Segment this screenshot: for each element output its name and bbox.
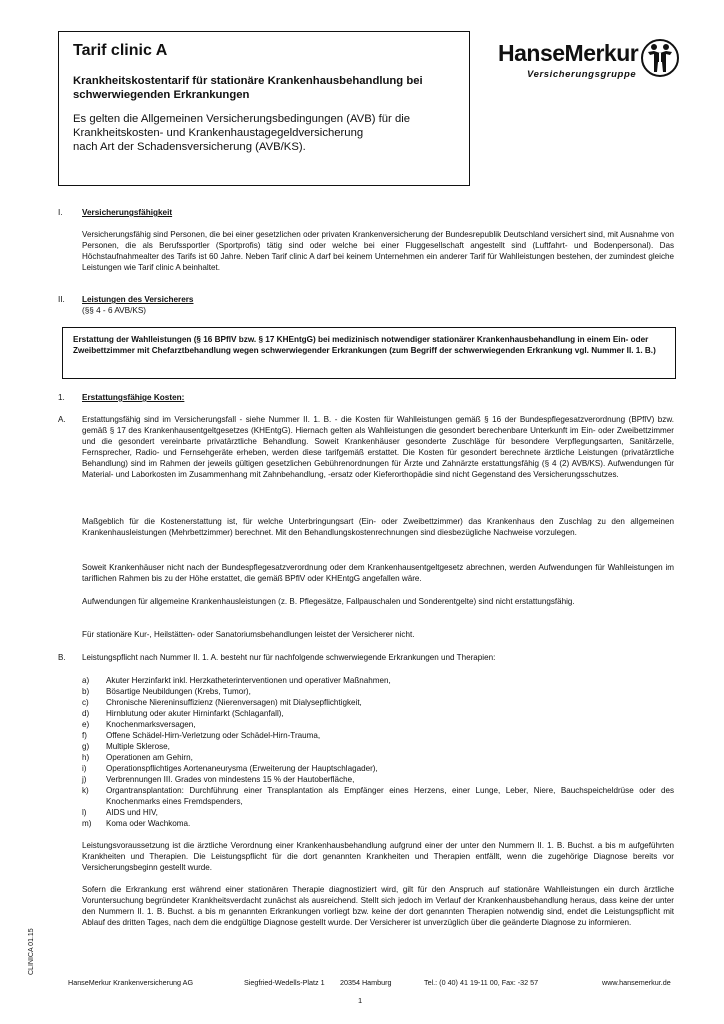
- list-letter: c): [82, 698, 89, 707]
- list-text: Knochenmarksversagen,: [106, 720, 196, 729]
- list-text: Offene Schädel-Hirn-Verletzung oder Schädel-Hirn-Trauma,: [106, 731, 321, 740]
- section-subheading: (§§ 4 - 6 AVB/KS): [82, 306, 147, 315]
- list-letter: j): [82, 775, 87, 784]
- list-text: Bösartige Neubildungen (Krebs, Tumor),: [106, 687, 251, 696]
- list-item: [82, 686, 674, 697]
- section-2: [58, 295, 678, 319]
- list-letter: m): [82, 819, 92, 828]
- hansemerkur-figures-icon: [640, 38, 680, 80]
- list-letter: e): [82, 720, 90, 729]
- item-b: [58, 652, 674, 664]
- item-letter: A.: [58, 415, 66, 424]
- list-text: Organtransplantation: Durchführung einer Transplantation als Empfänger eines Herzens, einer Lunge, Leber, Niere, Bauchspeicheldrüse oder des Knochenmarks eines Fremdspenders,: [106, 786, 674, 806]
- list-item: [82, 697, 674, 708]
- avb-line: Es gelten die Allgemeinen Versicherungsbedingungen (AVB) für die: [73, 113, 411, 125]
- item-text: Leistungspflicht nach Nummer II. 1. A. besteht nur für nachfolgende schwerwiegende Erkrankungen und Therapien:: [82, 653, 496, 662]
- paragraph: Aufwendungen für allgemeine Krankenhausleistungen (z. B. Pflegesätze, Fallpauschalen und Sonderentgelte) sind nicht erstattungsfähig.: [82, 597, 575, 606]
- item-letter: B.: [58, 653, 66, 662]
- list-text: Chronische Niereninsuffizienz (Nierenversagen) mit Dialysepflichtigkeit,: [106, 698, 362, 707]
- disease-list: [82, 675, 674, 829]
- list-text: Verbrennungen III. Grades von mindestens 15 % der Hautoberfläche,: [106, 775, 355, 784]
- page-number: 1: [358, 996, 363, 1005]
- paragraph: Sofern die Erkrankung erst während einer stationären Therapie diagnostiziert wird, gilt für den Anspruch auf stationäre Wahlleistungen ein durch ärztliche Voruntersuchung begründeter Krankheitsverdacht zunächst als ausreichend. Stellt sich jedoch im Verlauf der Krankenhausbehandlung heraus, dass keine der unter den Nummern II. 1. B. Buchst. a bis m genannten Erkrankungen vorliegt bzw. keine der dort genannten Therapien notwendig sind, endet die Leistungspflicht mit Ablauf des dritten Tages, nach dem die endgültige Diagnose gestellt wurde. Der Versicherer ist unverzüglich über die geänderte Diagnose zu informieren.: [82, 885, 674, 927]
- avb-line: Krankheitskosten- und Krankenhaustagegeldversicherung: [73, 127, 364, 139]
- section-heading: Versicherungsfähigkeit: [82, 208, 173, 217]
- footer-city: 20354 Hamburg: [340, 978, 392, 987]
- list-item: [82, 730, 674, 741]
- subsection-heading: Erstattungsfähige Kosten:: [82, 393, 185, 402]
- list-letter: i): [82, 764, 87, 773]
- list-letter: l): [82, 808, 87, 817]
- footer-website[interactable]: www.hansemerkur.de: [602, 978, 671, 987]
- list-item: [82, 752, 674, 763]
- tariff-subtitle: Krankheitskostentarif für stationäre Krankenhausbehandlung bei schwerwiegenden Erkrankungen: [73, 75, 423, 101]
- paragraph: Für stationäre Kur-, Heilstätten- oder Sanatoriumsbehandlungen leistet der Versicherer nicht.: [82, 630, 415, 639]
- list-item: [82, 708, 674, 719]
- list-text: Operationen am Gehirn,: [106, 753, 193, 762]
- benefit-box: Erstattung der Wahlleistungen (§ 16 BPflV bzw. § 17 KHEntgG) bei medizinisch notwendiger stationärer Krankenhausbehandlung in einem Ein- oder Zweibettzimmer mit Chefarztbehandlung wegen schwerwiegender Erkrankungen (zum Begriff der schwerwiegenden Erkrankung vgl. Nummer II. 1. B.): [62, 327, 676, 379]
- list-letter: a): [82, 676, 90, 685]
- paragraph: Soweit Krankenhäuser nicht nach der Bundespflegesatzverordnung oder dem Krankenhausentgeltgesetz abrechnen, werden Aufwendungen für Wahlleistungen im tariflichen Rahmen bis zu der Höhe erstattet, die gemäß BPflV oder KHEntgG angefallen wäre.: [82, 563, 674, 583]
- subsection-1: [58, 393, 678, 405]
- title-box: [58, 31, 470, 186]
- section-1-text: Versicherungsfähig sind Personen, die bei einer gesetzlichen oder privaten Krankenversicherung der Bundesrepublik Deutschland versichert sind, mit Ausnahme von Personen, die als Berufssportler (Sportprofis) tätig sind oder welche bei einer Fluggesellschaft angestellt sind (Luftfahrt- und Bodenpersonal). Das Höchstaufnahmealter des Tarifs ist 60 Jahre. Neben Tarif clinic A darf bei keinem Unternehmen ein anderer Tarif für Wahlleistungen bestehen, der zumindest gleiche Leistungen wie Tarif clinic A beinhaltet.: [82, 230, 674, 272]
- section-number: II.: [58, 295, 65, 304]
- list-item: [82, 741, 674, 752]
- list-text: Hirnblutung oder akuter Hirninfarkt (Schlaganfall),: [106, 709, 284, 718]
- list-item: [82, 818, 674, 829]
- list-item: [82, 719, 674, 730]
- item-text: Erstattungsfähig sind im Versicherungsfall - siehe Nummer II. 1. B. - die Kosten für Wahlleistungen gemäß § 16 der Bundespflegesatzverordnung (BPflV) bzw. gemäß § 17 des Krankenhausentgeltgesetzes (KHEntgG). Hiernach gelten als Wahlleistungen die gesondert berechenbare Unterkunft im Ein- oder Zweibettzimmer und die gesondert vereinbarte privatärztliche Behandlung. Soweit Krankenhäuser gesonderte Zuschläge für besondere Verpflegungsarten, Sanitärzelle, Fernsprecher, Radio- und Fernsehgeräte erheben, werden diese tarifgemäß erstattet. Die Kosten für gesondert berechnete ärztliche Leistungen (privatärztliche Behandlung) sind im Rahmen der jeweils gültigen gesetzlichen Gebührenordnungen für Ärzte und Zahnärzte erstattungsfähig (§ 4 (2) AVB/KS). Aufwendungen für Material- und Laborkosten im Zusammenhang mit Zahnbehandlung, -ersatz oder Kieferorthopädie sind nicht Gegenstand des Versicherungsschutzes.: [82, 415, 674, 479]
- list-item: [82, 763, 674, 774]
- list-text: Akuter Herzinfarkt inkl. Herzkatheterinterventionen und operativer Maßnahmen,: [106, 676, 391, 685]
- list-text: AIDS und HIV,: [106, 808, 158, 817]
- list-item: [82, 675, 674, 686]
- list-text: Operationspflichtiges Aortenaneurysma (Erweiterung der Hauptschlagader),: [106, 764, 378, 773]
- list-item: [82, 774, 674, 785]
- list-letter: f): [82, 731, 87, 740]
- list-text: Koma oder Wachkoma.: [106, 819, 191, 828]
- list-letter: d): [82, 709, 90, 718]
- list-item: [82, 807, 674, 818]
- list-text: Multiple Sklerose,: [106, 742, 170, 751]
- form-code: [26, 905, 40, 975]
- footer-street: Siegfried-Wedells-Platz 1: [244, 978, 325, 987]
- section-1: [58, 208, 678, 228]
- logo-subtitle: Versicherungsgruppe: [527, 69, 637, 80]
- section-heading: Leistungen des Versicherers: [82, 295, 194, 304]
- footer-phone: Tel.: (0 40) 41 19-11 00, Fax: -32 57: [424, 978, 539, 987]
- list-letter: b): [82, 687, 90, 696]
- logo-name: HanseMerkur: [498, 40, 639, 66]
- list-letter: k): [82, 786, 89, 795]
- form-code-text: CLINICA 01.15: [28, 928, 35, 975]
- list-letter: h): [82, 753, 90, 762]
- item-a: [58, 414, 674, 504]
- paragraph: Leistungsvoraussetzung ist die ärztliche Verordnung einer Krankenhausbehandlung aufgrund einer der unter den Nummern II. 1. B. Buchst. a bis m aufgeführten Krankheiten und Therapien. Die Leistungspflicht für die dort genannten Krankheiten und Therapien entfällt, wenn die zugehörige Diagnose bereits vor Versicherungsbeginn gestellt wurde.: [82, 841, 674, 872]
- list-letter: g): [82, 742, 90, 751]
- subsection-number: 1.: [58, 393, 65, 402]
- list-item: [82, 785, 674, 807]
- tariff-title: Tarif clinic A: [73, 42, 168, 59]
- section-number: I.: [58, 208, 63, 217]
- footer-company: HanseMerkur Krankenversicherung AG: [68, 978, 194, 987]
- paragraph: Maßgeblich für die Kostenerstattung ist, für welche Unterbringungsart (Ein- oder Zweibettzimmer) das Krankenhaus den Zuschlag zu den allgemeinen Krankenhausleistungen (Mehrbettzimmer) berechnet. Mit den Behandlungskostenrechnungen sind diesbezügliche Nachweise vorzulegen.: [82, 517, 674, 537]
- avb-line: nach Art der Schadensversicherung (AVB/KS).: [73, 141, 306, 153]
